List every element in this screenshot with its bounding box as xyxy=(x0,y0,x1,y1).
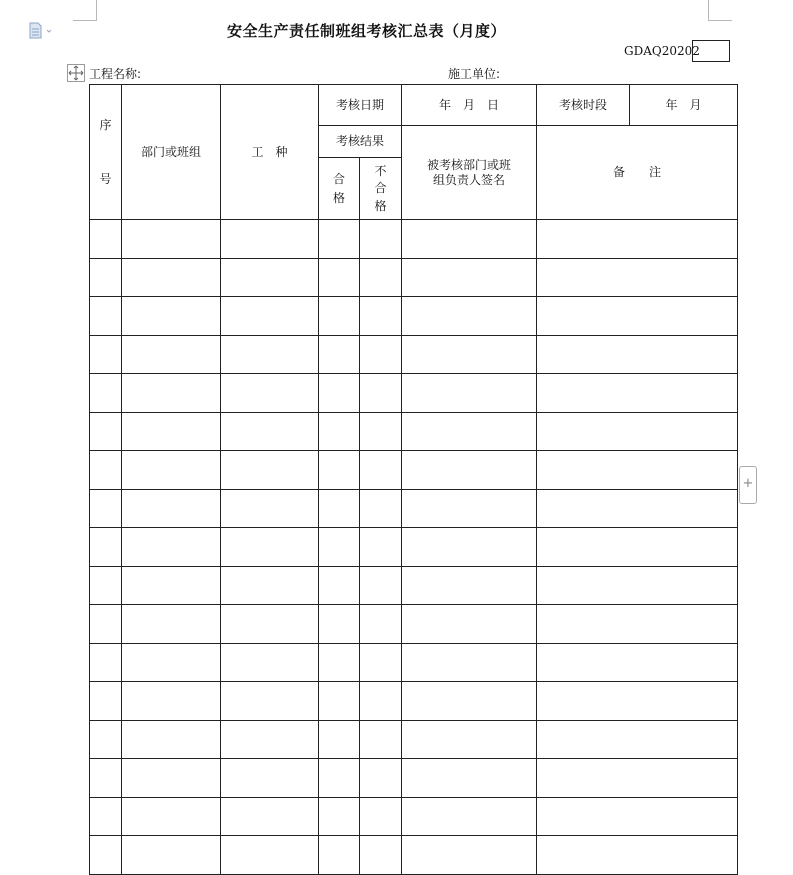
department-cell[interactable] xyxy=(122,297,221,336)
department-cell[interactable] xyxy=(122,605,221,644)
signature-cell[interactable] xyxy=(402,605,537,644)
seq-cell[interactable] xyxy=(90,412,122,451)
signature-cell[interactable] xyxy=(402,566,537,605)
remarks-cell[interactable] xyxy=(537,528,738,567)
department-header: 部门或班组 xyxy=(122,85,221,220)
remarks-cell[interactable] xyxy=(537,297,738,336)
job-type-cell[interactable] xyxy=(221,451,319,490)
table-row xyxy=(90,682,738,721)
fail-cell[interactable] xyxy=(360,836,402,875)
fail-cell[interactable] xyxy=(360,451,402,490)
job-type-cell[interactable] xyxy=(221,258,319,297)
department-cell[interactable] xyxy=(122,374,221,413)
remarks-cell[interactable] xyxy=(537,489,738,528)
form-number-box[interactable] xyxy=(692,40,730,62)
department-cell[interactable] xyxy=(122,643,221,682)
crop-mark-top-left-vertical xyxy=(96,0,97,20)
department-cell[interactable] xyxy=(122,836,221,875)
seq-cell[interactable] xyxy=(90,797,122,836)
seq-cell[interactable] xyxy=(90,566,122,605)
remarks-cell[interactable] xyxy=(537,412,738,451)
department-cell[interactable] xyxy=(122,566,221,605)
fail-cell[interactable] xyxy=(360,528,402,567)
job-type-cell[interactable] xyxy=(221,682,319,721)
pass-cell[interactable] xyxy=(319,797,360,836)
signature-cell[interactable] xyxy=(402,797,537,836)
pass-cell[interactable] xyxy=(319,759,360,798)
job-type-cell[interactable] xyxy=(221,759,319,798)
signature-cell[interactable] xyxy=(402,720,537,759)
table-row xyxy=(90,489,738,528)
pass-cell[interactable] xyxy=(319,643,360,682)
job-type-cell[interactable] xyxy=(221,643,319,682)
department-cell[interactable] xyxy=(122,258,221,297)
fail-cell[interactable] xyxy=(360,797,402,836)
department-cell[interactable] xyxy=(122,335,221,374)
pass-cell[interactable] xyxy=(319,451,360,490)
job-type-cell[interactable] xyxy=(221,836,319,875)
fail-cell[interactable] xyxy=(360,489,402,528)
job-type-cell[interactable] xyxy=(221,335,319,374)
signature-cell[interactable] xyxy=(402,412,537,451)
remarks-cell[interactable] xyxy=(537,720,738,759)
fail-cell[interactable] xyxy=(360,643,402,682)
pass-cell[interactable] xyxy=(319,258,360,297)
remarks-cell[interactable] xyxy=(537,566,738,605)
crop-mark-top-right-vertical xyxy=(708,0,709,20)
fail-cell[interactable] xyxy=(360,605,402,644)
job-type-cell[interactable] xyxy=(221,374,319,413)
seq-cell[interactable] xyxy=(90,335,122,374)
department-cell[interactable] xyxy=(122,759,221,798)
seq-cell[interactable] xyxy=(90,220,122,259)
job-type-cell[interactable] xyxy=(221,528,319,567)
seq-cell[interactable] xyxy=(90,374,122,413)
project-name-label: 工程名称: xyxy=(89,67,142,81)
fail-cell[interactable] xyxy=(360,759,402,798)
remarks-cell[interactable] xyxy=(537,258,738,297)
seq-cell[interactable] xyxy=(90,682,122,721)
job-type-cell[interactable] xyxy=(221,566,319,605)
pass-cell[interactable] xyxy=(319,489,360,528)
remarks-cell[interactable] xyxy=(537,220,738,259)
assessment-period-value[interactable]: 年 月 xyxy=(630,85,738,126)
table-row xyxy=(90,220,738,259)
remarks-cell[interactable] xyxy=(537,797,738,836)
table-row xyxy=(90,412,738,451)
fail-cell[interactable] xyxy=(360,374,402,413)
fail-cell[interactable] xyxy=(360,566,402,605)
job-type-cell[interactable] xyxy=(221,797,319,836)
department-cell[interactable] xyxy=(122,220,221,259)
pass-cell[interactable] xyxy=(319,528,360,567)
signature-header: 被考核部门或班组负责人签名 xyxy=(402,126,537,220)
signature-cell[interactable] xyxy=(402,528,537,567)
signature-cell[interactable] xyxy=(402,682,537,721)
department-cell[interactable] xyxy=(122,797,221,836)
seq-cell[interactable] xyxy=(90,258,122,297)
pass-cell[interactable] xyxy=(319,836,360,875)
table-row xyxy=(90,335,738,374)
pass-cell[interactable] xyxy=(319,720,360,759)
remarks-cell[interactable] xyxy=(537,643,738,682)
assessment-date-header: 考核日期 xyxy=(319,85,402,126)
contractor-label: 施工单位: xyxy=(448,67,501,81)
pass-cell[interactable] xyxy=(319,297,360,336)
job-type-cell[interactable] xyxy=(221,412,319,451)
table-row xyxy=(90,451,738,490)
department-cell[interactable] xyxy=(122,682,221,721)
signature-cell[interactable] xyxy=(402,451,537,490)
table-row xyxy=(90,528,738,567)
department-cell[interactable] xyxy=(122,412,221,451)
table-row xyxy=(90,759,738,798)
seq-cell[interactable] xyxy=(90,451,122,490)
pass-cell[interactable] xyxy=(319,682,360,721)
seq-cell[interactable] xyxy=(90,836,122,875)
seq-cell[interactable] xyxy=(90,528,122,567)
seq-cell[interactable] xyxy=(90,643,122,682)
signature-cell[interactable] xyxy=(402,258,537,297)
form-code: GDAQ20202 xyxy=(624,44,700,58)
seq-cell[interactable] xyxy=(90,605,122,644)
remarks-cell[interactable] xyxy=(537,374,738,413)
fail-cell[interactable] xyxy=(360,335,402,374)
fail-cell[interactable] xyxy=(360,412,402,451)
table-row xyxy=(90,643,738,682)
pass-cell[interactable] xyxy=(319,605,360,644)
pass-cell[interactable] xyxy=(319,412,360,451)
pass-cell[interactable] xyxy=(319,566,360,605)
job-type-cell[interactable] xyxy=(221,489,319,528)
job-type-cell[interactable] xyxy=(221,720,319,759)
job-type-cell[interactable] xyxy=(221,605,319,644)
fail-cell[interactable] xyxy=(360,720,402,759)
assessment-result-header: 考核结果 xyxy=(319,126,402,158)
table-row xyxy=(90,297,738,336)
remarks-cell[interactable] xyxy=(537,451,738,490)
page-title: 安全生产责任制班组考核汇总表（月度） xyxy=(226,22,506,40)
seq-cell[interactable] xyxy=(90,297,122,336)
seq-cell[interactable] xyxy=(90,720,122,759)
assessment-table xyxy=(89,84,738,875)
table-row xyxy=(90,836,738,875)
table-row xyxy=(90,797,738,836)
table-row xyxy=(90,566,738,605)
plus-icon[interactable]: + xyxy=(739,466,757,504)
seq-cell[interactable] xyxy=(90,759,122,798)
assessment-date-value[interactable]: 年 月 日 xyxy=(402,85,537,126)
department-cell[interactable] xyxy=(122,528,221,567)
signature-cell[interactable] xyxy=(402,297,537,336)
seq-header: 序 号 xyxy=(90,85,122,220)
job-type-header: 工 种 xyxy=(221,85,319,220)
department-cell[interactable] xyxy=(122,720,221,759)
remarks-cell[interactable] xyxy=(537,605,738,644)
signature-cell[interactable] xyxy=(402,759,537,798)
department-cell[interactable] xyxy=(122,451,221,490)
pass-cell[interactable] xyxy=(319,374,360,413)
signature-cell[interactable] xyxy=(402,374,537,413)
signature-cell[interactable] xyxy=(402,335,537,374)
assessment-period-header: 考核时段 xyxy=(537,85,630,126)
remarks-header: 备 注 xyxy=(537,126,738,220)
signature-cell[interactable] xyxy=(402,643,537,682)
remarks-cell[interactable] xyxy=(537,682,738,721)
table-row xyxy=(90,720,738,759)
fail-header: 不 合 格 xyxy=(360,158,402,220)
remarks-cell[interactable] xyxy=(537,335,738,374)
remarks-cell[interactable] xyxy=(537,759,738,798)
fail-cell[interactable] xyxy=(360,220,402,259)
fail-cell[interactable] xyxy=(360,258,402,297)
department-cell[interactable] xyxy=(122,489,221,528)
job-type-cell[interactable] xyxy=(221,297,319,336)
signature-cell[interactable] xyxy=(402,836,537,875)
pass-header: 合 格 xyxy=(319,158,360,220)
table-row xyxy=(90,605,738,644)
signature-cell[interactable] xyxy=(402,489,537,528)
pass-cell[interactable] xyxy=(319,335,360,374)
seq-cell[interactable] xyxy=(90,489,122,528)
job-type-cell[interactable] xyxy=(221,220,319,259)
table-move-handle-icon[interactable] xyxy=(67,64,85,82)
fail-cell[interactable] xyxy=(360,682,402,721)
table-row xyxy=(90,374,738,413)
pass-cell[interactable] xyxy=(319,220,360,259)
fail-cell[interactable] xyxy=(360,297,402,336)
remarks-cell[interactable] xyxy=(537,836,738,875)
signature-cell[interactable] xyxy=(402,220,537,259)
table-row xyxy=(90,258,738,297)
